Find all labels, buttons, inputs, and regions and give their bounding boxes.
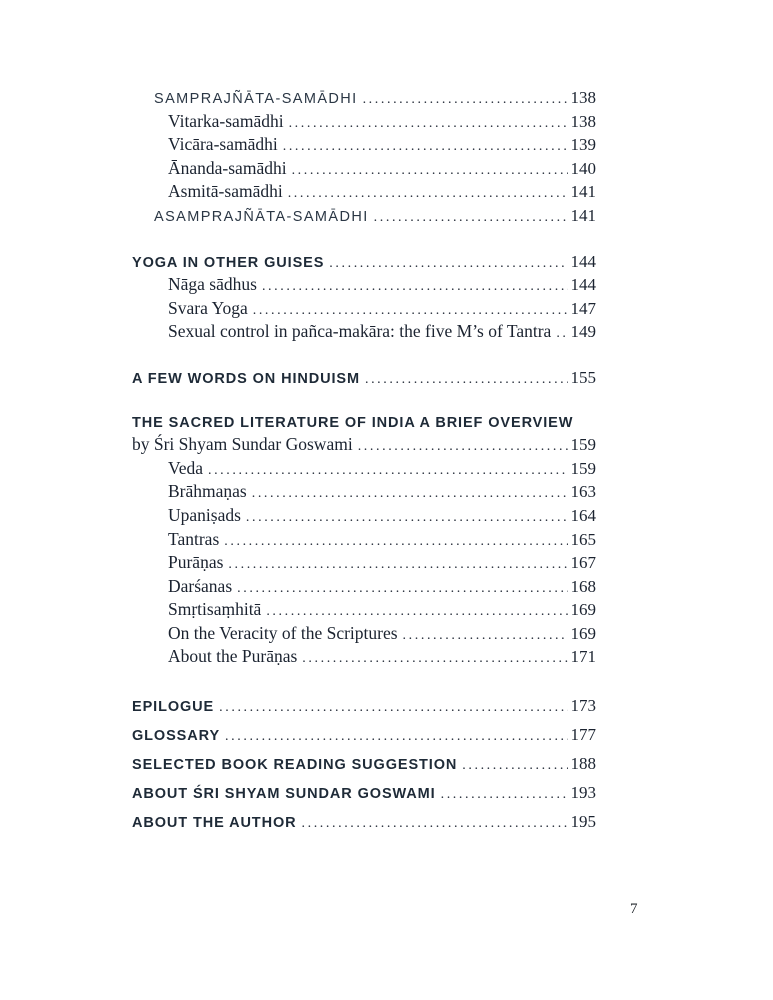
- dot-leader: [358, 436, 568, 458]
- toc-entry: [132, 646, 596, 670]
- toc-entry: [132, 251, 596, 275]
- toc-entry-page-number: 165: [570, 529, 596, 549]
- toc-entry-label: THE SACRED LITERATURE OF INDIA A BRIEF OVERVIEW: [132, 414, 574, 431]
- toc-entry: [132, 692, 596, 721]
- toc-entry-page-number: 163: [570, 482, 596, 502]
- toc-entry-label: Veda: [168, 457, 203, 478]
- toc-entry: [132, 505, 596, 529]
- toc-entry-page-number: 138: [570, 111, 596, 131]
- toc-entry-label: Tantras: [168, 528, 220, 549]
- toc-entry: [132, 134, 596, 158]
- toc-entry-label: GLOSSARY: [132, 728, 221, 745]
- toc-entry-page-number: 139: [570, 135, 596, 155]
- toc-entry-page-number: 168: [570, 576, 596, 596]
- toc-entry-label: A FEW WORDS ON HINDUISM: [132, 370, 360, 387]
- toc-entry: [132, 779, 596, 808]
- toc-entry: [132, 458, 596, 482]
- dot-leader: [266, 601, 567, 623]
- toc-entry-page-number: 141: [570, 205, 596, 225]
- toc-entry: [132, 181, 596, 205]
- toc-entry: [132, 599, 596, 623]
- toc-entry: [132, 552, 596, 576]
- toc-entry-label: ABOUT THE AUTHOR: [132, 815, 297, 832]
- dot-leader: [283, 136, 568, 158]
- page-number-folio: 7: [630, 901, 638, 917]
- dot-leader: [374, 207, 568, 229]
- toc-entry-label: Svara Yoga: [168, 297, 248, 318]
- toc-entry: [132, 158, 596, 182]
- toc-entry: [132, 87, 596, 111]
- table-of-contents: [132, 87, 596, 837]
- toc-entry-label: Upaniṣads: [168, 504, 241, 525]
- toc-section: [132, 87, 596, 229]
- toc-entry-page-number: 140: [570, 158, 596, 178]
- toc-entry-label: Nāga sādhus: [168, 274, 257, 295]
- toc-entry-page-number: 171: [570, 647, 596, 667]
- toc-entry-page-number: 173: [570, 696, 596, 716]
- dot-leader: [556, 323, 567, 345]
- toc-entry-page-number: 188: [570, 754, 596, 774]
- toc-entry: [132, 205, 596, 229]
- toc-entry-page-number: 144: [570, 251, 596, 271]
- toc-entry-label: SELECTED BOOK READING SUGGESTION: [132, 757, 458, 774]
- toc-entry-label: Vicāra-samādhi: [168, 134, 278, 155]
- toc-entry: [132, 750, 596, 779]
- toc-entry: [132, 808, 596, 837]
- toc-entry-label: EPILOGUE: [132, 699, 215, 716]
- toc-entry: [132, 576, 596, 600]
- dot-leader: [252, 483, 568, 505]
- toc-entry-label: Ānanda-samādhi: [168, 157, 287, 178]
- toc-section: [132, 367, 596, 391]
- toc-entry: [132, 274, 596, 298]
- toc-entry: [132, 529, 596, 553]
- toc-entry-page-number: 147: [570, 298, 596, 318]
- dot-leader: [228, 554, 567, 576]
- toc-entry: [132, 623, 596, 647]
- toc-entry-page-number: 193: [570, 783, 596, 803]
- toc-entry-page-number: 169: [570, 600, 596, 620]
- toc-entry-label: Vitarka-samādhi: [168, 110, 284, 131]
- toc-entry-label: Sexual control in pañca-makāra: the five M’s of Tantra: [168, 321, 552, 342]
- toc-entry-label: ABOUT ŚRI SHYAM SUNDAR GOSWAMI: [132, 786, 436, 803]
- toc-entry-label: Smṛtisaṃhitā: [168, 599, 262, 620]
- toc-entry-label: SAMPRAJÑĀTA-SAMĀDHI: [154, 91, 358, 107]
- dot-leader: [219, 694, 567, 721]
- toc-entry-label: Asmitā-samādhi: [168, 181, 283, 202]
- dot-leader: [363, 89, 568, 111]
- toc-entry: [132, 298, 596, 322]
- toc-entry: [132, 321, 596, 345]
- toc-entry-label: On the Veracity of the Scriptures: [168, 622, 398, 643]
- toc-entry-page-number: 177: [570, 725, 596, 745]
- dot-leader: [289, 113, 568, 135]
- toc-entry-page-number: 138: [570, 88, 596, 107]
- toc-entry-label: by Śri Shyam Sundar Goswami: [132, 434, 353, 455]
- toc-entry-page-number: 141: [570, 182, 596, 202]
- dot-leader: [441, 781, 568, 808]
- dot-leader: [302, 810, 568, 837]
- toc-entry: [132, 111, 596, 135]
- toc-entry-page-number: 159: [570, 435, 596, 455]
- toc-section: [132, 692, 596, 837]
- dot-leader: [462, 752, 567, 779]
- dot-leader: [225, 723, 567, 750]
- toc-entry: [132, 481, 596, 505]
- dot-leader: [237, 578, 567, 600]
- dot-leader: [329, 253, 567, 275]
- toc-entry-page-number: 155: [570, 367, 596, 387]
- toc-section: [132, 251, 596, 345]
- dot-leader: [224, 531, 567, 553]
- toc-entry-label: YOGA IN OTHER GUISES: [132, 254, 325, 271]
- toc-entry: [132, 413, 596, 435]
- toc-entry: [132, 434, 596, 458]
- dot-leader: [253, 300, 568, 322]
- toc-entry: [132, 721, 596, 750]
- toc-entry-page-number: 169: [570, 623, 596, 643]
- toc-entry: [132, 367, 596, 391]
- toc-entry-label: Brāhmaṇas: [168, 481, 247, 502]
- toc-entry-page-number: 195: [570, 812, 596, 832]
- toc-entry-label: Darśanas: [168, 575, 233, 596]
- toc-entry-label: Purāṇas: [168, 552, 224, 573]
- toc-entry-page-number: 149: [570, 322, 596, 342]
- toc-section: [132, 413, 596, 671]
- dot-leader: [292, 160, 568, 182]
- dot-leader: [262, 276, 568, 298]
- dot-leader: [208, 460, 568, 482]
- dot-leader: [403, 625, 568, 647]
- dot-leader: [246, 507, 568, 529]
- toc-entry-page-number: 159: [570, 458, 596, 478]
- dot-leader: [365, 369, 568, 391]
- toc-entry-page-number: 144: [570, 275, 596, 295]
- dot-leader: [302, 648, 567, 670]
- toc-entry-label: ASAMPRAJÑĀTA-SAMĀDHI: [154, 208, 369, 225]
- toc-entry-page-number: 164: [570, 505, 596, 525]
- toc-entry-label: About the Purāṇas: [168, 646, 298, 667]
- toc-entry-page-number: 167: [570, 553, 596, 573]
- dot-leader: [288, 183, 568, 205]
